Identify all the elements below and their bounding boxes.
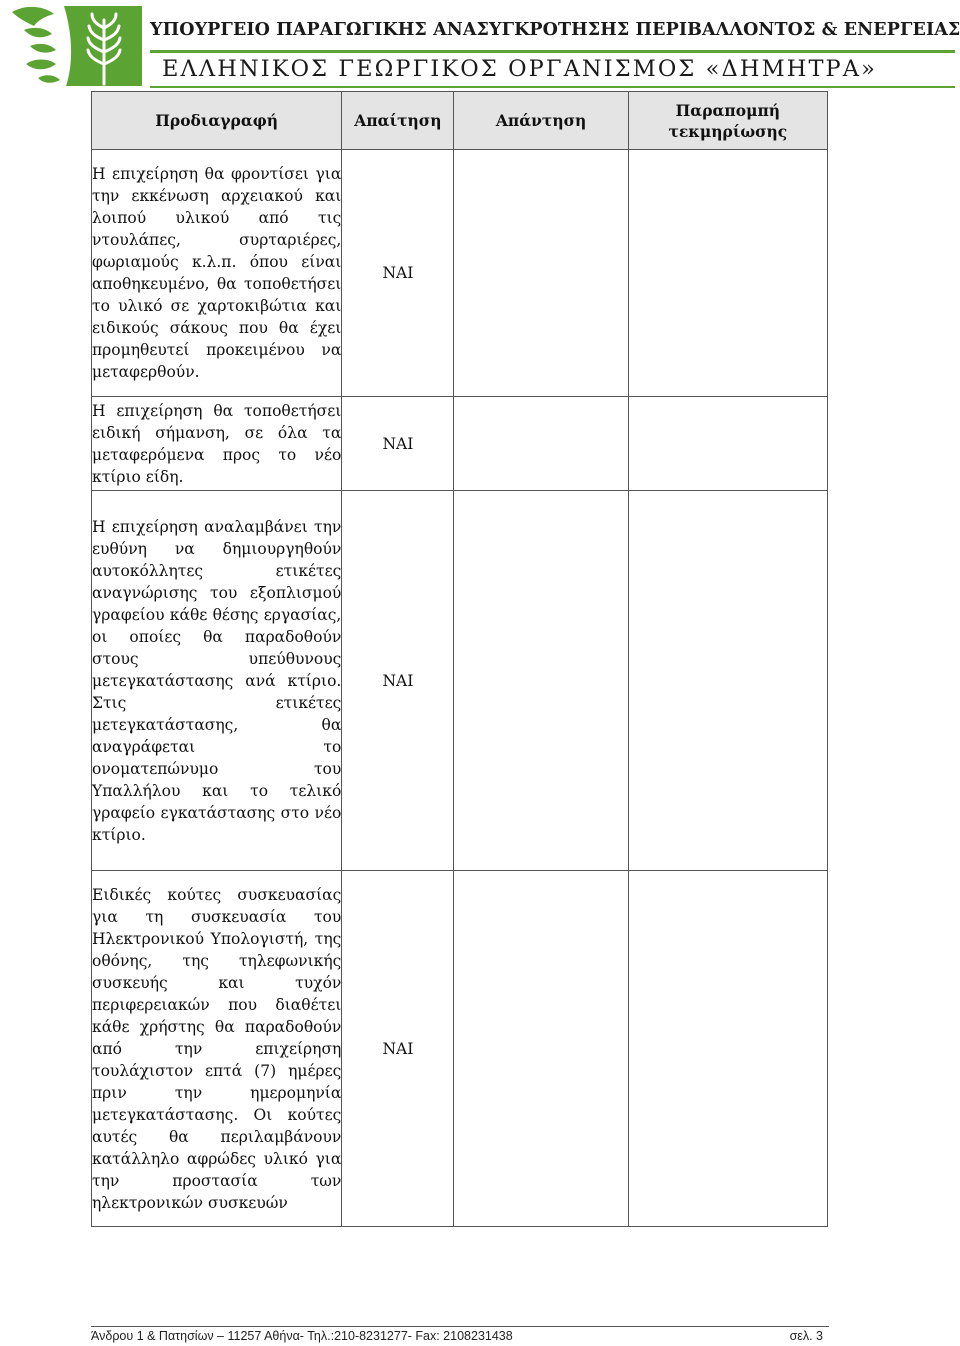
organization-name: ΕΛΛΗΝΙΚΟΣ ΓΕΩΡΓΙΚΟΣ ΟΡΓΑΝΙΣΜΟΣ «ΔΗΜΗΤΡΑ» [162, 56, 878, 82]
specification-table [91, 91, 828, 1227]
reference-cell[interactable] [628, 491, 827, 871]
table-row [92, 871, 828, 1227]
header-specification: Προδιαγραφή [92, 92, 342, 150]
answer-cell[interactable] [454, 397, 628, 491]
spec-cell: Η επιχείρηση θα τοποθετήσει ειδική σήμανση, σε όλα τα μεταφερόμενα προς το νέο κτίριο είδη. [92, 397, 342, 491]
answer-cell[interactable] [454, 491, 628, 871]
header-divider [150, 50, 955, 53]
header-answer: Απάντηση [454, 92, 628, 150]
demeter-logo-icon [4, 2, 144, 88]
requirement-cell: ΝΑΙ [342, 150, 454, 397]
requirement-cell: ΝΑΙ [342, 397, 454, 491]
footer-divider [91, 1326, 829, 1327]
spec-cell: Η επιχείρηση αναλαμβάνει την ευθύνη να δημιουργηθούν αυτοκόλλητες ετικέτες αναγνώρισης του εξοπλισμού γραφείου κάθε θέσης εργασίας, οι οποίες θα παραδοθούν στους υπεύθυνους μετεγκατάστασης ανά κτίριο. Στις ετικέτες μετεγκατάστασης, θα αναγράφεται το ονοματεπώνυμο του Υπαλλήλου και το τελικό γραφείο εγκατάστασης στο νέο κτίριο. [92, 491, 342, 871]
page-header [0, 0, 960, 88]
header-requirement: Απαίτηση [342, 92, 454, 150]
reference-cell[interactable] [628, 871, 827, 1227]
table-row [92, 150, 828, 397]
page-number: σελ. 3 [789, 1329, 823, 1343]
header-reference: Παραπομπή τεκμηρίωσης [628, 92, 827, 150]
answer-cell[interactable] [454, 871, 628, 1227]
answer-cell[interactable] [454, 150, 628, 397]
table-header-row [92, 92, 828, 150]
ministry-name: ΥΠΟΥΡΓΕΙΟ ΠΑΡΑΓΩΓΙΚΗΣ ΑΝΑΣΥΓΚΡΟΤΗΣΗΣ ΠΕΡΙΒΑΛΛΟΝΤΟΣ & ΕΝΕΡΓΕΙΑΣ [150, 20, 960, 40]
spec-cell: Ειδικές κούτες συσκευασίας για τη συσκευασία του Ηλεκτρονικού Υπολογιστή, της οθόνης, της τηλεφωνικής συσκευής και τυχόν περιφερειακών που διαθέτει κάθε χρήστης θα παραδοθούν από την επιχείρηση τουλάχιστον επτά (7) ημέρες πριν την ημερομηνία μετεγκατάστασης. Οι κούτες αυτές θα περιλαμβάνουν κατάλληλο αφρώδες υλικό για την προστασία των ηλεκτρονικών συσκευών [92, 871, 342, 1227]
header-underline [150, 86, 955, 88]
reference-cell[interactable] [628, 397, 827, 491]
requirement-cell: ΝΑΙ [342, 491, 454, 871]
spec-cell: Η επιχείρηση θα φροντίσει για την εκκένωση αρχειακού και λοιπού υλικού από τις ντουλάπες, συρταριέρες, φωριαμούς κ.λ.π. όπου είναι αποθηκευμένο, θα τοποθετήσει το υλικό σε χαρτοκιβώτια και ειδικούς σάκους που θα έχει προμηθευτεί προκειμένου να μεταφερθούν. [92, 150, 342, 397]
requirement-cell: ΝΑΙ [342, 871, 454, 1227]
table-row [92, 397, 828, 491]
reference-cell[interactable] [628, 150, 827, 397]
table-row [92, 491, 828, 871]
footer-address: Άνδρου 1 & Πατησίων – 11257 Αθήνα- Τηλ.:210-8231277- Fax: 2108231438 [91, 1329, 513, 1343]
